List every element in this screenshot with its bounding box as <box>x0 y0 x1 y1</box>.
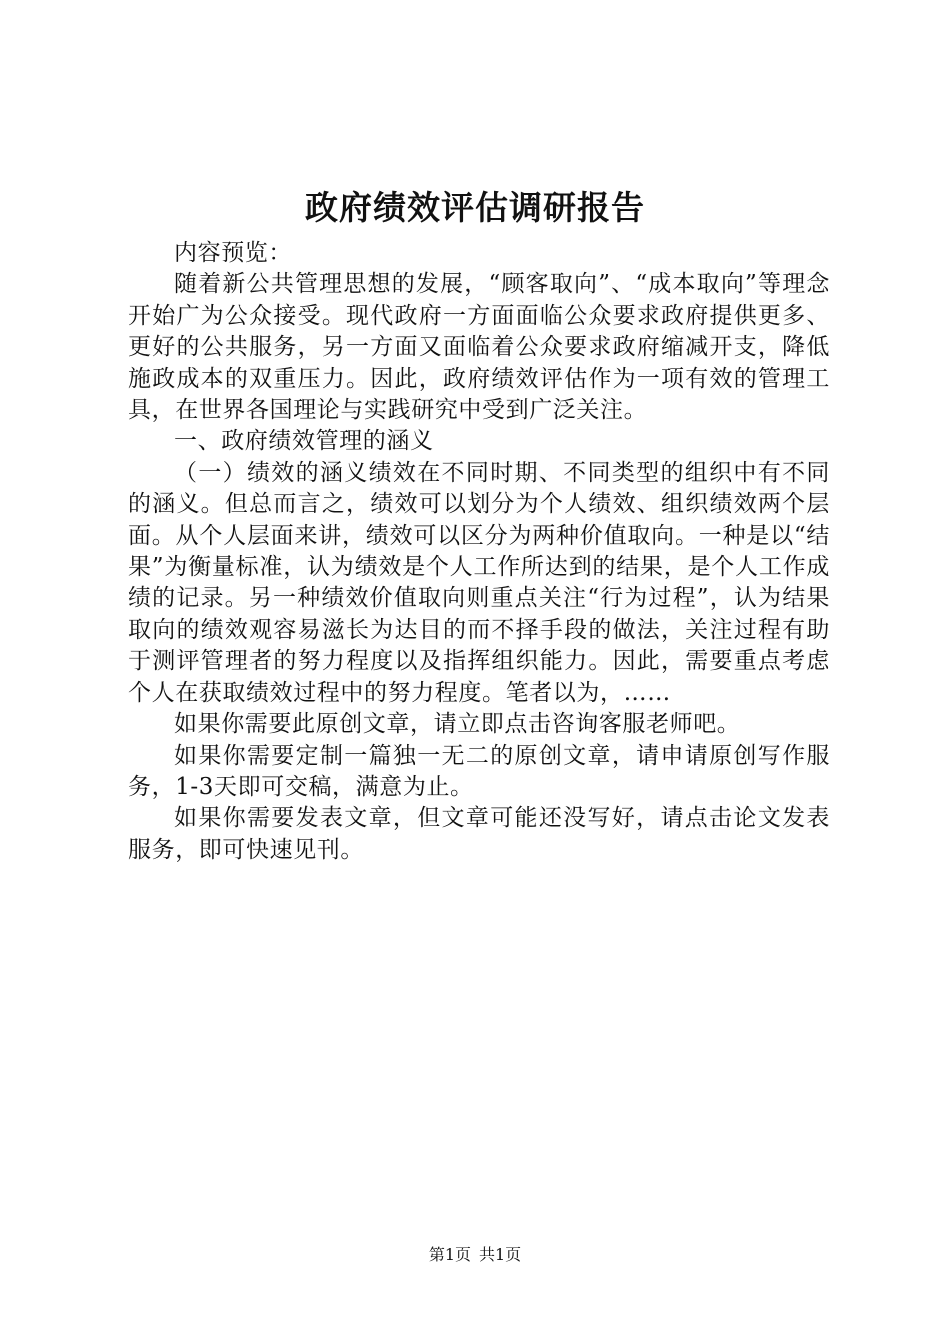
definition-paragraph[interactable]: （一）绩效的涵义绩效在不同时期、不同类型的组织中有不同的涵义。但总而言之，绩效可以划分为个人绩效、组织绩效两个层面。从个人层面来讲，绩效可以区分为两种价值取向。一种是以“结果”为衡量标准，认为绩效是个人工作所达到的结果，是个人工作成绩的记录。另一种绩效价值取向则重点关注“行为过程”，认为结果取向的绩效观容易滋长为达目的而不择手段的做法，关注过程有助于测评管理者的努力程度以及指挥组织能力。因此，需要重点考虑个人在获取绩效过程中的努力程度。笔者以为，…… <box>128 459 830 706</box>
preview-label: 内容预览： <box>174 240 292 266</box>
page-total: 共1页 <box>479 1245 522 1264</box>
intro-paragraph: 随着新公共管理思想的发展，“顾客取向”、“成本取向”等理念开始广为公众接受。现代政府一方面面临公众要求政府提供更多、更好的公共服务，另一方面又面临着公众要求政府缩减开支，降低施政成本的双重压力。因此，政府绩效评估作为一项有效的管理工具，在世界各国理论与实践研究中受到广泛关注。 <box>128 271 830 424</box>
section-heading: 一、政府绩效管理的涵义 <box>174 428 434 455</box>
publish-service-paragraph[interactable]: 如果你需要发表文章，但文章可能还没写好，请点击论文发表服务，即可快速见刊。 <box>128 805 830 863</box>
document-title: 政府绩效评估调研报告 <box>305 188 645 227</box>
page-number: 第1页 <box>428 1245 471 1264</box>
page-footer <box>0 1244 950 1266</box>
consult-link-paragraph[interactable]: 如果你需要此原创文章，请立即点击咨询客服老师吧。 <box>174 711 741 738</box>
document-body <box>128 238 830 866</box>
custom-writing-paragraph[interactable]: 如果你需要定制一篇独一无二的原创文章，请申请原创写作服务，1-3天即可交稿，满意为止。 <box>128 742 830 800</box>
